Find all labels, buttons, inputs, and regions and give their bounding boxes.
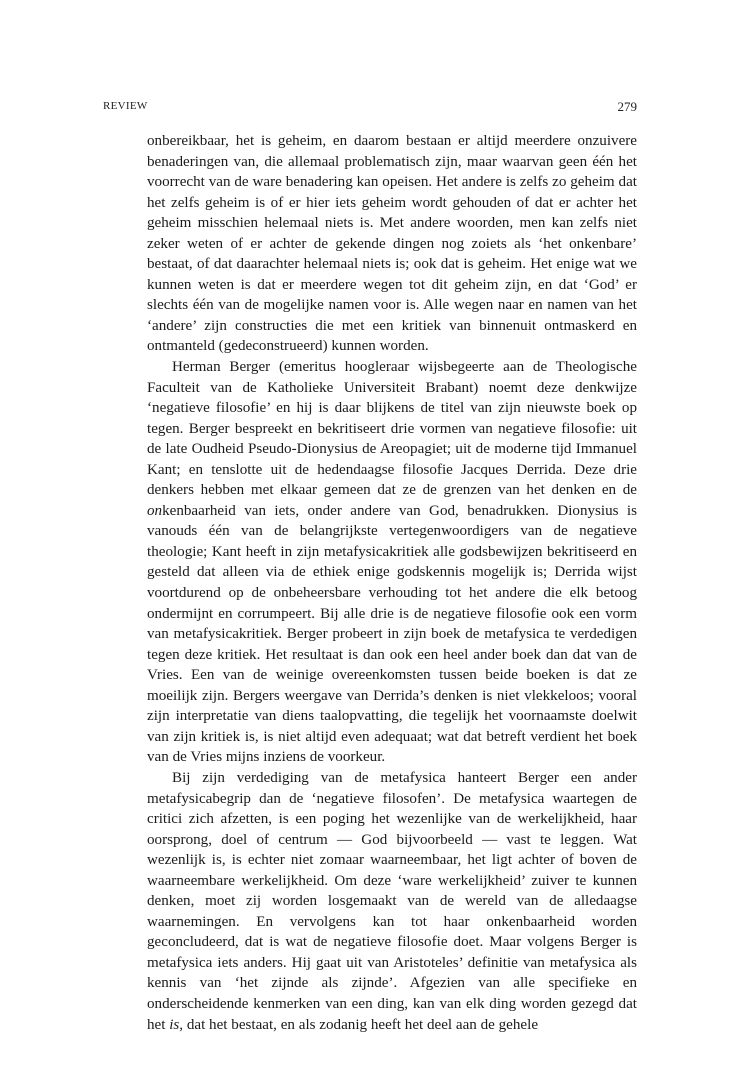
text-run: , dat het bestaat, en als zodanig heeft het deel aan de gehele <box>179 1016 539 1033</box>
text-run: Herman Berger (emeritus hoogleraar wijsbegeerte aan de Theologische Faculteit van de Katholieke Universiteit Brabant) noemt deze denkwijze ‘negatieve filosofie’ en hij is daar blijkens de titel van zijn nieuwste boek op tegen. Berger bespreekt en bekritiseert drie vormen van negatieve filosofie: uit de late Oudheid Pseudo-Dionysius de Areopagiet; uit de moderne tijd Immanuel Kant; en tenslotte uit de hedendaagse filosofie Jacques Derrida. Deze drie denkers hebben met elkaar gemeen dat ze de grenzen van het denken en de <box>147 359 637 499</box>
text-run: onbereikbaar, het is geheim, en daarom bestaan er altijd meerdere onzuivere benaderingen van, die allemaal problematisch zijn, maar waarvan geen één het voorrecht van de ware benadering kan opeisen. Het andere is zelfs zo geheim dat het zelfs geheim is of er hier iets geheim wordt gehouden of dat er achter het geheim misschien helemaal niets is. Met andere woorden, men kan zelfs niet zeker weten of er achter de gekende dingen nog zoiets als ‘het onkenbare’ bestaat, of dat daarachter helemaal niets is; ook dat is geheim. Het enige wat we kunnen weten is dat er meerdere wegen tot dit geheim zijn, en dat ‘God’ er slechts één van de mogelijke namen voor is. Alle wegen naar en namen van het ‘andere’ zijn constructies die met een kritiek van binnenuit ontmaskerd en ontmanteld (gedeconstrueerd) kunnen worden. <box>147 133 637 355</box>
running-title: REVIEW <box>103 100 148 112</box>
paragraph-1 <box>147 131 637 357</box>
text-run: kenbaarheid van iets, onder andere van God, benadrukken. Dionysius is vanouds één van de belangrijkste vertegenwoordigers van de negatieve theologie; Kant heeft in zijn metafysicakritiek alle godsbewijzen bekritiseerd en gesteld dat alleen via de ethiek enige godskennis mogelijk is; Derrida wijst voortdurend op de onbeheersbare verhouding tot het andere die elk betoog ondermijnt en corrumpeert. Bij alle drie is de negatieve filosofie ook een vorm van metafysicakritiek. Berger probeert in zijn boek de metafysica te verdedigen tegen deze kritiek. Het resultaat is dan ook een heel ander boek dan dat van de Vries. Een van de weinige overeenkomsten tussen beide boeken is dat ze moeilijk zijn. Bergers weergave van Derrida’s denken is niet vlekkeloos; vooral zijn interpretatie van diens taalopvatting, die tegelijk het voornaamste doelwit van zijn kritiek is, is niet altijd even adequaat; wat dat betreft verdient het boek van de Vries mijns inziens de voorkeur. <box>147 502 637 766</box>
body-text <box>147 131 637 1035</box>
text-run: Bij zijn verdediging van de metafysica hanteert Berger een ander metafysicabegrip dan de ‘negatieve filosofen’. De metafysica waartegen de critici zich afzetten, is een poging het wezenlijke van de werkelijkheid, haar oorsprong, doel of centrum — God bijvoorbeeld — vast te leggen. Wat wezenlijk is, is echter niet zomaar waarneembaar, het ligt achter of boven de waarneembare werkelijkheid. Om deze ‘ware werkelijkheid’ zuiver te kunnen denken, moet zij worden losgemaakt van de wereld van de alledaagse waarnemingen. En vervolgens kan tot haar onkenbaarheid worden geconcludeerd, dat is wat de negatieve filosofie doet. Maar volgens Berger is metafysica iets anders. Hij gaat uit van Aristoteles’ definitie van metafysica als kennis van ‘het zijnde als zijnde’. Afgezien van alle specifieke en onderscheidende kenmerken van een ding, kan van elk ding worden gezegd dat het <box>147 769 637 1033</box>
paragraph-3 <box>147 768 637 1035</box>
emphasis-text: is <box>169 1016 180 1033</box>
page-number: 279 <box>617 99 637 114</box>
paragraph-2 <box>147 357 637 768</box>
emphasis-text: on <box>147 502 163 519</box>
